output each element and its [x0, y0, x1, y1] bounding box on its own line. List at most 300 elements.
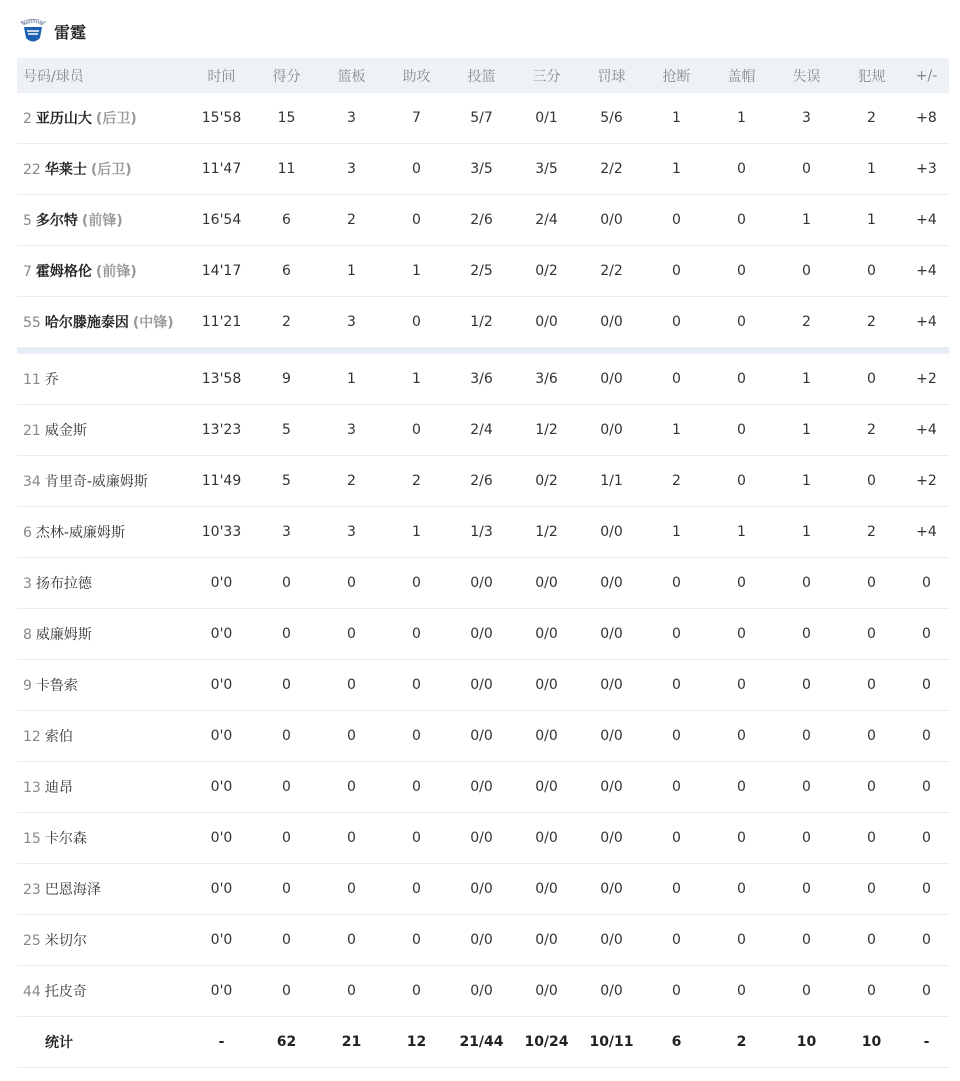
stat-cell: 11'47	[189, 144, 254, 195]
stat-cell: 0/0	[514, 966, 579, 1017]
stat-cell: 2/2	[579, 246, 644, 297]
stat-cell: 15	[254, 93, 319, 144]
stat-cell: 2/4	[514, 195, 579, 246]
player-position: (前锋)	[81, 213, 123, 229]
stat-cell: 0	[839, 711, 904, 762]
player-name[interactable]: 米切尔	[44, 933, 87, 949]
jersey-number: 55	[23, 315, 41, 331]
stat-cell: 3	[774, 93, 839, 144]
stat-cell: 0	[774, 966, 839, 1017]
player-position: (前锋)	[95, 264, 137, 280]
stat-cell: 0	[904, 711, 949, 762]
player-row[interactable]	[17, 507, 949, 558]
stat-cell: +2	[904, 354, 949, 405]
jersey-number: 5	[23, 213, 32, 229]
stat-cell: 0	[254, 915, 319, 966]
stat-cell: 0	[839, 558, 904, 609]
stat-cell: 0	[644, 609, 709, 660]
stat-cell: 0	[839, 456, 904, 507]
stat-cell: 1	[774, 507, 839, 558]
stat-cell: 0/0	[579, 405, 644, 456]
stat-cell: 0	[774, 762, 839, 813]
stat-cell: 0	[384, 813, 449, 864]
player-name[interactable]: 索伯	[44, 729, 73, 745]
stat-cell: 7	[384, 93, 449, 144]
stat-cell: 0	[774, 915, 839, 966]
stat-cell: 0	[709, 813, 774, 864]
player-row[interactable]	[17, 711, 949, 762]
totals-label: 统计	[17, 1017, 189, 1068]
stat-cell: 0	[644, 195, 709, 246]
total-cell: 62	[254, 1017, 319, 1068]
player-row[interactable]	[17, 456, 949, 507]
player-cell	[17, 93, 189, 144]
stat-cell: 2	[839, 93, 904, 144]
stat-cell: 1	[319, 354, 384, 405]
stat-cell: 0/0	[449, 813, 514, 864]
column-header: 抢断	[662, 68, 691, 85]
player-row[interactable]	[17, 864, 949, 915]
stat-cell: +4	[904, 405, 949, 456]
stat-cell: 0/0	[579, 762, 644, 813]
stat-cell: 0	[839, 966, 904, 1017]
stat-cell: 0	[839, 660, 904, 711]
stat-cell: 0	[254, 660, 319, 711]
stat-cell: 0	[904, 558, 949, 609]
stat-cell: 0	[709, 915, 774, 966]
stat-cell: 0/0	[579, 915, 644, 966]
stat-cell: 2	[774, 297, 839, 348]
total-cell: 21	[319, 1017, 384, 1068]
stat-cell: 5	[254, 456, 319, 507]
stat-cell: 0/0	[449, 915, 514, 966]
table-header-row	[17, 58, 949, 93]
player-row[interactable]	[17, 246, 949, 297]
stat-cell: 2	[319, 195, 384, 246]
column-header: 时间	[207, 68, 236, 85]
stat-cell: 0	[774, 609, 839, 660]
stat-cell: 5	[254, 405, 319, 456]
thunder-logo-icon	[18, 16, 48, 46]
stat-cell: 10'33	[189, 507, 254, 558]
stat-cell: 1/1	[579, 456, 644, 507]
stat-cell: 0	[319, 660, 384, 711]
stat-cell: 1	[644, 405, 709, 456]
player-name[interactable]: 肯里奇-威廉姆斯	[44, 474, 148, 490]
stat-cell: 0	[319, 762, 384, 813]
stat-cell: 0	[904, 864, 949, 915]
stat-cell: 1	[774, 405, 839, 456]
player-name[interactable]: 威金斯	[44, 423, 87, 439]
player-name[interactable]: 亚历山大	[35, 111, 92, 127]
stat-cell: +4	[904, 297, 949, 348]
stat-cell: 0/0	[514, 660, 579, 711]
player-row[interactable]	[17, 297, 949, 348]
player-row[interactable]	[17, 354, 949, 405]
player-name[interactable]: 乔	[44, 372, 59, 388]
stat-cell: 0	[774, 813, 839, 864]
stat-cell: 0	[254, 711, 319, 762]
stat-cell: 0	[709, 246, 774, 297]
stat-cell: 1	[644, 144, 709, 195]
stat-cell: 0'0	[189, 609, 254, 660]
player-cell	[17, 915, 189, 966]
jersey-number: 44	[23, 984, 41, 1000]
stat-cell: 2/6	[449, 456, 514, 507]
stat-cell: 0/0	[579, 660, 644, 711]
stat-cell: 0	[644, 864, 709, 915]
stat-cell: 0/0	[579, 297, 644, 348]
stat-cell: 2	[319, 456, 384, 507]
stat-cell: 0	[254, 609, 319, 660]
stat-cell: 0	[319, 609, 384, 660]
stat-cell: 0/2	[514, 456, 579, 507]
stat-cell: 3	[319, 405, 384, 456]
stat-cell: 0	[644, 813, 709, 864]
stat-cell: 5/7	[449, 93, 514, 144]
column-header: 犯规	[857, 68, 886, 85]
player-row[interactable]	[17, 93, 949, 144]
stat-cell: 0	[384, 711, 449, 762]
stat-cell: 3	[319, 297, 384, 348]
player-cell	[17, 297, 189, 348]
jersey-number: 21	[23, 423, 41, 439]
player-name[interactable]: 哈尔滕施泰因	[44, 315, 129, 331]
stat-cell: 0	[904, 813, 949, 864]
player-row[interactable]	[17, 558, 949, 609]
stat-cell: 2/4	[449, 405, 514, 456]
column-header: 罚球	[597, 68, 626, 85]
stat-cell: 0	[904, 762, 949, 813]
stat-cell: 0	[644, 246, 709, 297]
stat-cell: 0	[904, 609, 949, 660]
column-header: 助攻	[402, 68, 431, 85]
stat-cell: 0/0	[514, 813, 579, 864]
team-header	[0, 0, 960, 58]
stat-cell: 1/2	[514, 507, 579, 558]
jersey-number: 7	[23, 264, 32, 280]
stat-cell: 0'0	[189, 966, 254, 1017]
stat-cell: 2	[644, 456, 709, 507]
player-cell	[17, 456, 189, 507]
stat-cell: 0	[709, 864, 774, 915]
total-cell: 21/44	[449, 1017, 514, 1068]
table-body	[17, 93, 949, 1068]
player-cell	[17, 711, 189, 762]
stat-cell: 0	[839, 813, 904, 864]
total-cell: 10/24	[514, 1017, 579, 1068]
stat-cell: 0	[384, 558, 449, 609]
stat-cell: 1	[644, 93, 709, 144]
stat-cell: 16'54	[189, 195, 254, 246]
stat-cell: +3	[904, 144, 949, 195]
stat-cell: 0	[839, 762, 904, 813]
player-position: (后卫)	[90, 162, 132, 178]
player-name[interactable]: 迪昂	[44, 780, 73, 796]
stat-cell: 0/0	[449, 558, 514, 609]
jersey-number: 15	[23, 831, 41, 847]
stat-cell: 0'0	[189, 915, 254, 966]
player-name[interactable]: 杰林-威廉姆斯	[35, 525, 125, 541]
player-row[interactable]	[17, 762, 949, 813]
stat-cell: 3/6	[449, 354, 514, 405]
stat-cell: 0	[254, 558, 319, 609]
jersey-number: 12	[23, 729, 41, 745]
stat-cell: 0	[254, 966, 319, 1017]
total-cell: 12	[384, 1017, 449, 1068]
stat-cell: 0	[254, 762, 319, 813]
stat-cell: 0/0	[579, 507, 644, 558]
jersey-number: 34	[23, 474, 41, 490]
stat-cell: 0/0	[514, 762, 579, 813]
stat-cell: 0	[709, 354, 774, 405]
stat-cell: 11'21	[189, 297, 254, 348]
jersey-number: 9	[23, 678, 32, 694]
player-name[interactable]: 卡尔森	[44, 831, 87, 847]
stat-cell: 0/0	[449, 711, 514, 762]
stat-cell: 0	[254, 864, 319, 915]
total-cell: 10/11	[579, 1017, 644, 1068]
player-cell	[17, 405, 189, 456]
stat-cell: 0	[254, 813, 319, 864]
player-cell	[17, 558, 189, 609]
stat-cell: 1	[839, 195, 904, 246]
stat-cell: 0	[319, 864, 384, 915]
player-name[interactable]: 多尔特	[35, 213, 78, 229]
stat-cell: 2	[839, 507, 904, 558]
jersey-number: 23	[23, 882, 41, 898]
stat-cell: 1	[709, 93, 774, 144]
player-name[interactable]: 托皮奇	[44, 984, 87, 1000]
stat-cell: 3/5	[514, 144, 579, 195]
stat-cell: 0	[709, 456, 774, 507]
column-header: 失误	[792, 68, 821, 85]
stat-cell: 0	[319, 915, 384, 966]
player-name[interactable]: 威廉姆斯	[35, 627, 92, 643]
stat-cell: 1	[709, 507, 774, 558]
stat-cell: 1/2	[514, 405, 579, 456]
player-name[interactable]: 华莱士	[44, 162, 87, 178]
stat-cell: 1	[774, 195, 839, 246]
stat-cell: 3	[319, 93, 384, 144]
stat-cell: 0	[384, 297, 449, 348]
player-name[interactable]: 卡鲁索	[35, 678, 78, 694]
stat-cell: 1/3	[449, 507, 514, 558]
stat-cell: 11	[254, 144, 319, 195]
stat-cell: 0	[774, 711, 839, 762]
stat-cell: 0	[384, 144, 449, 195]
player-name[interactable]: 霍姆格伦	[35, 264, 92, 280]
player-cell	[17, 354, 189, 405]
stat-cell: 0/0	[579, 195, 644, 246]
stat-cell: 1	[774, 456, 839, 507]
stat-cell: 0	[904, 660, 949, 711]
stat-cell: 0	[709, 966, 774, 1017]
stat-cell: 0	[644, 711, 709, 762]
player-name[interactable]: 巴恩海泽	[44, 882, 101, 898]
stat-cell: 0	[839, 915, 904, 966]
player-row[interactable]	[17, 144, 949, 195]
stat-cell: 0	[384, 195, 449, 246]
box-score-table	[17, 58, 949, 1068]
stat-cell: 0	[709, 660, 774, 711]
stat-cell: 13'58	[189, 354, 254, 405]
total-cell: 10	[774, 1017, 839, 1068]
stat-cell: 1	[774, 354, 839, 405]
stat-cell: 0	[319, 813, 384, 864]
column-header: 盖帽	[727, 68, 756, 85]
stat-cell: 13'23	[189, 405, 254, 456]
stat-cell: 1	[319, 246, 384, 297]
jersey-number: 3	[23, 576, 32, 592]
stat-cell: 0	[709, 711, 774, 762]
stat-cell: 2	[384, 456, 449, 507]
jersey-number: 8	[23, 627, 32, 643]
stat-cell: 0	[384, 864, 449, 915]
stat-cell: 6	[254, 195, 319, 246]
stat-cell: 2/2	[579, 144, 644, 195]
total-cell: 6	[644, 1017, 709, 1068]
stat-cell: 3	[319, 507, 384, 558]
stat-cell: 2	[254, 297, 319, 348]
stat-cell: 0'0	[189, 762, 254, 813]
stat-cell: 1	[644, 507, 709, 558]
player-row[interactable]	[17, 813, 949, 864]
stat-cell: 2	[839, 405, 904, 456]
stat-cell: 5/6	[579, 93, 644, 144]
player-cell	[17, 813, 189, 864]
player-cell	[17, 246, 189, 297]
stat-cell: 1	[839, 144, 904, 195]
column-header: 号码/球员	[23, 68, 84, 85]
stat-cell: 0	[904, 915, 949, 966]
stat-cell: 2/6	[449, 195, 514, 246]
stat-cell: 3/6	[514, 354, 579, 405]
column-header: 三分	[532, 68, 561, 85]
player-position: (后卫)	[95, 111, 137, 127]
stat-cell: 3/5	[449, 144, 514, 195]
stat-cell: 0	[644, 762, 709, 813]
total-cell: -	[189, 1017, 254, 1068]
stat-cell: 0/0	[449, 609, 514, 660]
stat-cell: 0/0	[449, 864, 514, 915]
stat-cell: 15'58	[189, 93, 254, 144]
player-row[interactable]	[17, 660, 949, 711]
player-row[interactable]	[17, 609, 949, 660]
stat-cell: 14'17	[189, 246, 254, 297]
stat-cell: 0/0	[514, 609, 579, 660]
stat-cell: 0/0	[514, 915, 579, 966]
column-header: 篮板	[337, 68, 366, 85]
stat-cell: +8	[904, 93, 949, 144]
jersey-number: 22	[23, 162, 41, 178]
stat-cell: 11'49	[189, 456, 254, 507]
total-cell: -	[904, 1017, 949, 1068]
stat-cell: 6	[254, 246, 319, 297]
stat-cell: +4	[904, 246, 949, 297]
stat-cell: 0	[644, 966, 709, 1017]
stat-cell: 0	[644, 660, 709, 711]
stat-cell: 0	[839, 354, 904, 405]
stat-cell: 0/0	[579, 711, 644, 762]
stat-cell: 0'0	[189, 711, 254, 762]
stat-cell: 0	[709, 558, 774, 609]
player-cell	[17, 966, 189, 1017]
player-cell	[17, 660, 189, 711]
stat-cell: 0	[384, 609, 449, 660]
stat-cell: +4	[904, 507, 949, 558]
stat-cell: 1	[384, 246, 449, 297]
player-position: (中锋)	[132, 315, 174, 331]
stat-cell: 0/0	[579, 558, 644, 609]
jersey-number: 25	[23, 933, 41, 949]
column-header: 投篮	[467, 68, 496, 85]
stat-cell: 0	[774, 558, 839, 609]
stat-cell: 0/0	[449, 966, 514, 1017]
jersey-number: 6	[23, 525, 32, 541]
stat-cell: 0	[384, 966, 449, 1017]
stat-cell: +2	[904, 456, 949, 507]
jersey-number: 2	[23, 111, 32, 127]
stat-cell: 0/0	[579, 354, 644, 405]
stat-cell: 0'0	[189, 660, 254, 711]
stat-cell: 0/0	[579, 864, 644, 915]
stat-cell: 2	[839, 297, 904, 348]
stat-cell: 9	[254, 354, 319, 405]
player-cell	[17, 144, 189, 195]
stat-cell: 0/0	[449, 762, 514, 813]
stat-cell: 0/0	[514, 297, 579, 348]
stat-cell: 0	[319, 558, 384, 609]
stat-cell: 0/0	[514, 711, 579, 762]
player-row[interactable]	[17, 405, 949, 456]
stat-cell: 0	[839, 609, 904, 660]
stat-cell: 0	[644, 915, 709, 966]
stat-cell: 1	[384, 354, 449, 405]
stat-cell: 0'0	[189, 813, 254, 864]
stat-cell: 0/0	[579, 966, 644, 1017]
player-cell	[17, 507, 189, 558]
player-row[interactable]	[17, 195, 949, 246]
stat-cell: 0/0	[514, 864, 579, 915]
stat-cell: 0	[384, 405, 449, 456]
player-name[interactable]: 扬布拉德	[35, 576, 92, 592]
stat-cell: 0	[384, 915, 449, 966]
stat-cell: 0	[839, 246, 904, 297]
stat-cell: 0/0	[579, 813, 644, 864]
column-header: +/-	[915, 67, 938, 84]
player-row[interactable]	[17, 915, 949, 966]
column-header: 得分	[272, 68, 301, 85]
jersey-number: 13	[23, 780, 41, 796]
totals-row	[17, 1017, 949, 1068]
stat-cell: 3	[319, 144, 384, 195]
stat-cell: 0	[644, 297, 709, 348]
stat-cell: 0/1	[514, 93, 579, 144]
stat-cell: 0/0	[514, 558, 579, 609]
stat-cell: 0	[774, 864, 839, 915]
stat-cell: 0	[709, 405, 774, 456]
player-row[interactable]	[17, 966, 949, 1017]
logo-wordmark: THUNDER	[21, 19, 45, 25]
stat-cell: 0	[319, 711, 384, 762]
stat-cell: 0	[709, 762, 774, 813]
stat-cell: 0	[384, 762, 449, 813]
player-cell	[17, 762, 189, 813]
stat-cell: 0	[319, 966, 384, 1017]
stat-cell: 0	[644, 354, 709, 405]
stat-cell: 0	[774, 144, 839, 195]
